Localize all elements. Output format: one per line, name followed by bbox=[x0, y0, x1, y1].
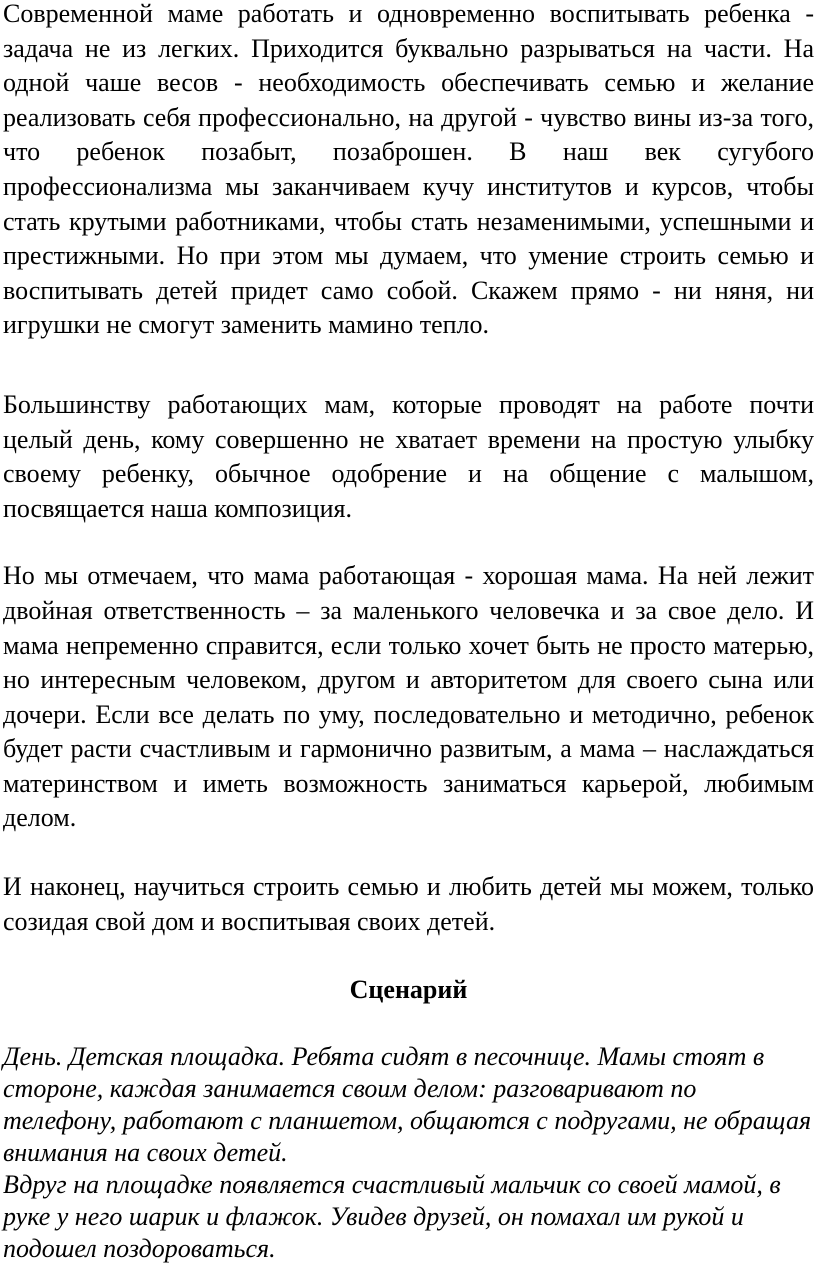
dedication-paragraph: Большинству работающих мам, которые проводят на работе почти целый день, кому совершенно не хватает времени на простую улыбку своему ребенку, обычное одобрение и на общение с малышом, посвящается наша композиция. bbox=[3, 389, 814, 523]
intro-paragraph: Современной маме работать и одновременно воспитывать ребенка - задача не из легких. Приходится буквально разрываться на части. На одной чаше весов - необходимость обеспечивать семью и желание реализовать себя профессионально, на другой - чувство вины из-за того, что ребенок позабыт, позаброшен. В наш век сугубого профессионализма мы заканчиваем кучу институтов и курсов, чтобы стать крутыми работниками, чтобы стать незаменимыми, успешными и престижными. Но при этом мы думаем, что умение строить семью и воспитывать детей придет само собой. Скажем прямо - ни няня, ни игрушки не смогут заменить мамино тепло. bbox=[3, 0, 814, 340]
scene-paragraph-2: Вдруг на площадке появляется счастливый мальчик со своей мамой, в руке у него шарик и флажок. Увидев друзей, он помахал им рукой и подошел поздороваться. bbox=[3, 1170, 781, 1264]
scene-paragraph-1: День. Детская площадка. Ребята сидят в песочнице. Мамы стоят в стороне, каждая занимается своим делом: разговаривают по телефону, работают с планшетом, общаются с подругами, не обращая внимания на своих детей. bbox=[3, 1042, 812, 1168]
working-mom-paragraph: Но мы отмечаем, что мама работающая - хорошая мама. На ней лежит двойная ответственность – за маленького человечка и за свое дело. И мама непременно справится, если только хочет быть не просто матерью, но интересным человеком, другом и авторитетом для своего сына или дочери. Если все делать по уму, последовательно и методично, ребенок будет расти счастливым и гармонично развитым, а мама – наслаждаться материнством и иметь возможность заниматься карьерой, любимым делом. bbox=[3, 561, 814, 833]
conclusion-paragraph: И наконец, научиться строить семью и любить детей мы можем, только созидая свой дом и воспитывая своих детей. bbox=[3, 872, 814, 936]
scenario-heading: Сценарий bbox=[349, 975, 468, 1005]
